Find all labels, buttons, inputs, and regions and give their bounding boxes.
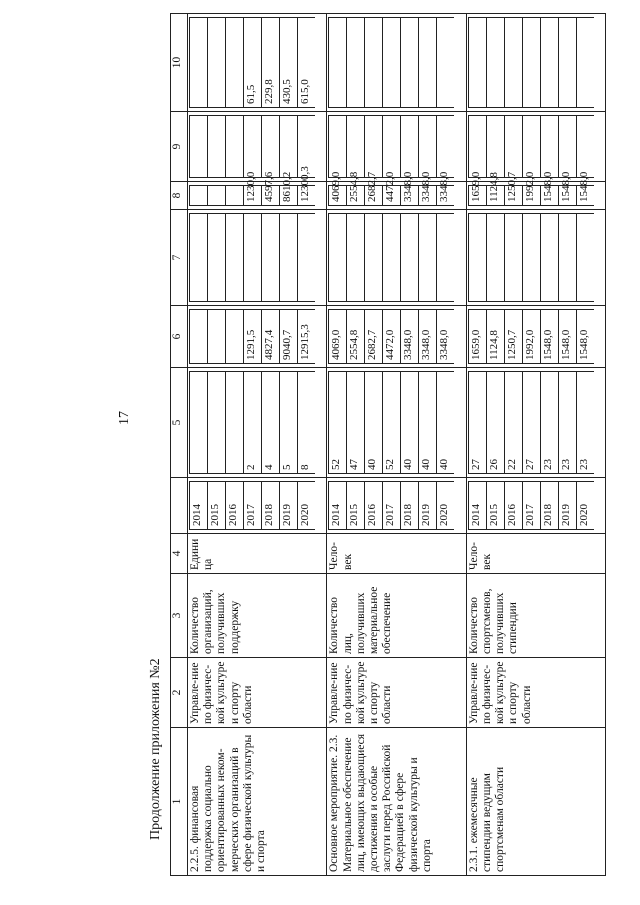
value-cell: [383, 18, 401, 108]
value-column-c5: [188, 368, 327, 478]
value-cell: [226, 214, 244, 302]
value-column-c7: [327, 210, 466, 306]
value-cell: 8: [298, 372, 316, 474]
unit: Едини ца: [188, 534, 327, 574]
value-cell: 40: [437, 372, 455, 474]
value-cell: 2014: [190, 482, 208, 530]
value-cell: 3348,0: [401, 186, 419, 206]
measure-name: 2.3.1. ежемесячные стипендии ведущим спортсменам области: [466, 728, 605, 876]
value-cell: [468, 214, 486, 302]
value-cell: 1548,0: [576, 310, 594, 364]
value-cell: [347, 18, 365, 108]
value-column-year: [327, 478, 466, 534]
value-cell: 1291,5: [244, 310, 262, 364]
value-cell: [486, 116, 504, 178]
executor: Управле-ние по физичес-кой культуре и спорту области: [327, 658, 466, 728]
value-cell: [558, 18, 576, 108]
value-cell: [329, 18, 347, 108]
value-cell: [540, 116, 558, 178]
value-cell: [208, 186, 226, 206]
value-cell: [576, 116, 594, 178]
value-cell: 12915,3: [298, 310, 316, 364]
col-header-3: 3: [171, 574, 188, 658]
value-cell: 2015: [486, 482, 504, 530]
value-cell: 430,5: [280, 18, 298, 108]
value-column-c8: [466, 171, 605, 210]
value-cell: 40: [419, 372, 437, 474]
table-row: [466, 14, 605, 876]
value-cell: [504, 116, 522, 178]
value-cell: 1230,0: [244, 186, 262, 206]
value-cell: 3348,0: [419, 310, 437, 364]
col-header-9: 9: [171, 112, 188, 182]
value-cell: 4472,0: [383, 310, 401, 364]
value-cell: [347, 116, 365, 178]
value-cell: 1548,0: [558, 310, 576, 364]
value-column-c8: [327, 171, 466, 210]
value-cell: 12300,3: [298, 186, 316, 206]
value-cell: 3348,0: [437, 186, 455, 206]
col-header-7: 7: [171, 210, 188, 306]
table-row: [327, 14, 466, 876]
value-cell: 2020: [298, 482, 316, 530]
value-cell: [226, 18, 244, 108]
value-cell: [347, 214, 365, 302]
value-cell: 8610,2: [280, 186, 298, 206]
value-cell: [190, 310, 208, 364]
value-cell: 1548,0: [558, 186, 576, 206]
value-cell: 1992,0: [522, 310, 540, 364]
value-column-c10: [188, 14, 327, 112]
value-cell: 615,0: [298, 18, 316, 108]
value-cell: [226, 372, 244, 474]
value-cell: 40: [401, 372, 419, 474]
value-cell: [329, 116, 347, 178]
value-cell: 2015: [347, 482, 365, 530]
value-cell: 1659,0: [468, 310, 486, 364]
value-cell: 2019: [280, 482, 298, 530]
measure-name: Основное мероприятие. 2.3. Материальное обеспечение лиц, имеющих выдающиеся достижения и особые заслуги перед Российской Федерацией в сфере физической культуры и спорта: [327, 728, 466, 876]
col-header-4: 4: [171, 534, 188, 574]
value-column-c5: [327, 368, 466, 478]
col-header-10: 10: [171, 14, 188, 112]
value-cell: 1548,0: [576, 186, 594, 206]
value-cell: [280, 116, 298, 178]
value-cell: 2014: [468, 482, 486, 530]
value-cell: [522, 214, 540, 302]
value-cell: 2682,7: [365, 310, 383, 364]
value-cell: 2020: [576, 482, 594, 530]
indicator-name: Количество спортсменов, получивших стипендии: [466, 574, 605, 658]
value-cell: 2017: [244, 482, 262, 530]
value-column-c5: [466, 368, 605, 478]
value-cell: 3348,0: [419, 186, 437, 206]
value-cell: 1250,7: [504, 186, 522, 206]
value-cell: 52: [383, 372, 401, 474]
value-cell: 40: [365, 372, 383, 474]
value-cell: [383, 116, 401, 178]
value-cell: 2015: [208, 482, 226, 530]
value-column-year: [188, 478, 327, 534]
value-cell: 2014: [329, 482, 347, 530]
value-cell: [208, 18, 226, 108]
value-cell: 2554,8: [347, 186, 365, 206]
value-cell: 47: [347, 372, 365, 474]
value-cell: [226, 116, 244, 178]
value-cell: [280, 214, 298, 302]
value-cell: [226, 186, 244, 206]
value-cell: [437, 214, 455, 302]
value-cell: 2016: [504, 482, 522, 530]
value-cell: 23: [558, 372, 576, 474]
value-cell: [244, 116, 262, 178]
value-cell: [486, 18, 504, 108]
value-cell: [522, 18, 540, 108]
value-cell: 2018: [540, 482, 558, 530]
value-cell: 5: [280, 372, 298, 474]
value-cell: 2016: [226, 482, 244, 530]
value-cell: 27: [522, 372, 540, 474]
value-cell: [298, 214, 316, 302]
value-cell: [262, 214, 280, 302]
value-column-c7: [466, 210, 605, 306]
value-cell: [365, 116, 383, 178]
value-cell: [437, 116, 455, 178]
col-header-1: 1: [171, 728, 188, 876]
value-cell: 22: [504, 372, 522, 474]
indicator-name: Количество организаций, получивших поддержку: [188, 574, 327, 658]
continuation-label: Продолжение приложения №2: [148, 658, 163, 840]
value-cell: [576, 214, 594, 302]
unit: Чело-век: [466, 534, 605, 574]
value-cell: 52: [329, 372, 347, 474]
value-cell: 23: [576, 372, 594, 474]
executor: Управле-ние по физичес-кой культуре и спорту области: [466, 658, 605, 728]
value-cell: [226, 310, 244, 364]
value-cell: 2020: [437, 482, 455, 530]
value-cell: [190, 214, 208, 302]
value-column-c7: [188, 210, 327, 306]
program-table: [170, 13, 606, 876]
value-cell: 1548,0: [540, 310, 558, 364]
value-cell: 2019: [558, 482, 576, 530]
value-cell: [558, 214, 576, 302]
value-cell: 1659,0: [468, 186, 486, 206]
value-cell: [190, 372, 208, 474]
value-cell: 9040,7: [280, 310, 298, 364]
value-cell: 2554,8: [347, 310, 365, 364]
value-cell: [468, 116, 486, 178]
value-column-c9: [327, 112, 466, 182]
value-cell: [419, 18, 437, 108]
value-cell: 2018: [262, 482, 280, 530]
value-column-c8: [188, 166, 327, 210]
value-cell: [419, 116, 437, 178]
value-cell: [401, 116, 419, 178]
measure-name: 2.2.5. финансовая поддержка социально ориентированных неком-мерческих организаций в сфере физической культуры и спорта: [188, 728, 327, 876]
value-cell: 4472,0: [383, 186, 401, 206]
rotated-table-container: [170, 14, 606, 876]
value-cell: 26: [486, 372, 504, 474]
value-cell: 2017: [522, 482, 540, 530]
value-cell: 2018: [401, 482, 419, 530]
value-cell: 4827,4: [262, 310, 280, 364]
value-cell: [208, 372, 226, 474]
value-cell: [504, 18, 522, 108]
executor: Управле-ние по физичес-кой культуре и спорту области: [188, 658, 327, 728]
value-cell: 1250,7: [504, 310, 522, 364]
value-cell: [522, 116, 540, 178]
col-header-2: 2: [171, 658, 188, 728]
value-cell: 4069,0: [329, 186, 347, 206]
value-cell: 1124,8: [486, 310, 504, 364]
value-cell: [437, 18, 455, 108]
column-number-row: [171, 14, 188, 876]
value-column-c9: [466, 112, 605, 182]
value-cell: 2: [244, 372, 262, 474]
value-cell: [244, 214, 262, 302]
value-cell: [486, 214, 504, 302]
value-cell: 23: [540, 372, 558, 474]
value-cell: [190, 116, 208, 178]
value-cell: [208, 310, 226, 364]
value-cell: [576, 18, 594, 108]
value-column-c6: [327, 306, 466, 368]
value-cell: [190, 186, 208, 206]
value-column-c6: [466, 306, 605, 368]
table-body: [188, 14, 606, 876]
table-row: [188, 14, 327, 876]
value-cell: 3348,0: [437, 310, 455, 364]
value-cell: [365, 214, 383, 302]
value-cell: 27: [468, 372, 486, 474]
value-cell: 2019: [419, 482, 437, 530]
value-cell: [383, 214, 401, 302]
col-header-8: 8: [171, 182, 188, 210]
value-cell: 1124,8: [486, 186, 504, 206]
value-cell: [468, 18, 486, 108]
value-cell: 4: [262, 372, 280, 474]
col-header-5: 5: [171, 368, 188, 478]
value-cell: [401, 18, 419, 108]
value-cell: 3348,0: [401, 310, 419, 364]
col-header-year: [171, 478, 188, 534]
value-cell: 1992,0: [522, 186, 540, 206]
value-cell: [540, 214, 558, 302]
unit: Чело-век: [327, 534, 466, 574]
value-cell: 4597,6: [262, 186, 280, 206]
value-cell: [365, 18, 383, 108]
value-cell: [329, 214, 347, 302]
value-cell: 2016: [365, 482, 383, 530]
value-column-c10: [466, 14, 605, 112]
value-cell: [208, 214, 226, 302]
value-cell: 4069,0: [329, 310, 347, 364]
value-cell: [401, 214, 419, 302]
value-cell: 2682,7: [365, 186, 383, 206]
value-cell: [262, 116, 280, 178]
value-column-c10: [327, 14, 466, 112]
value-column-year: [466, 478, 605, 534]
value-cell: [419, 214, 437, 302]
indicator-name: Количество лиц, получивших материальное обеспечение: [327, 574, 466, 658]
value-cell: [504, 214, 522, 302]
page-number: 17: [117, 411, 132, 425]
col-header-6: 6: [171, 306, 188, 368]
value-cell: 1548,0: [540, 186, 558, 206]
value-cell: [558, 116, 576, 178]
value-cell: 2017: [383, 482, 401, 530]
value-cell: [208, 116, 226, 178]
value-cell: 61,5: [244, 18, 262, 108]
value-column-c6: [188, 306, 327, 368]
value-cell: 229,8: [262, 18, 280, 108]
value-cell: [540, 18, 558, 108]
value-cell: [190, 18, 208, 108]
